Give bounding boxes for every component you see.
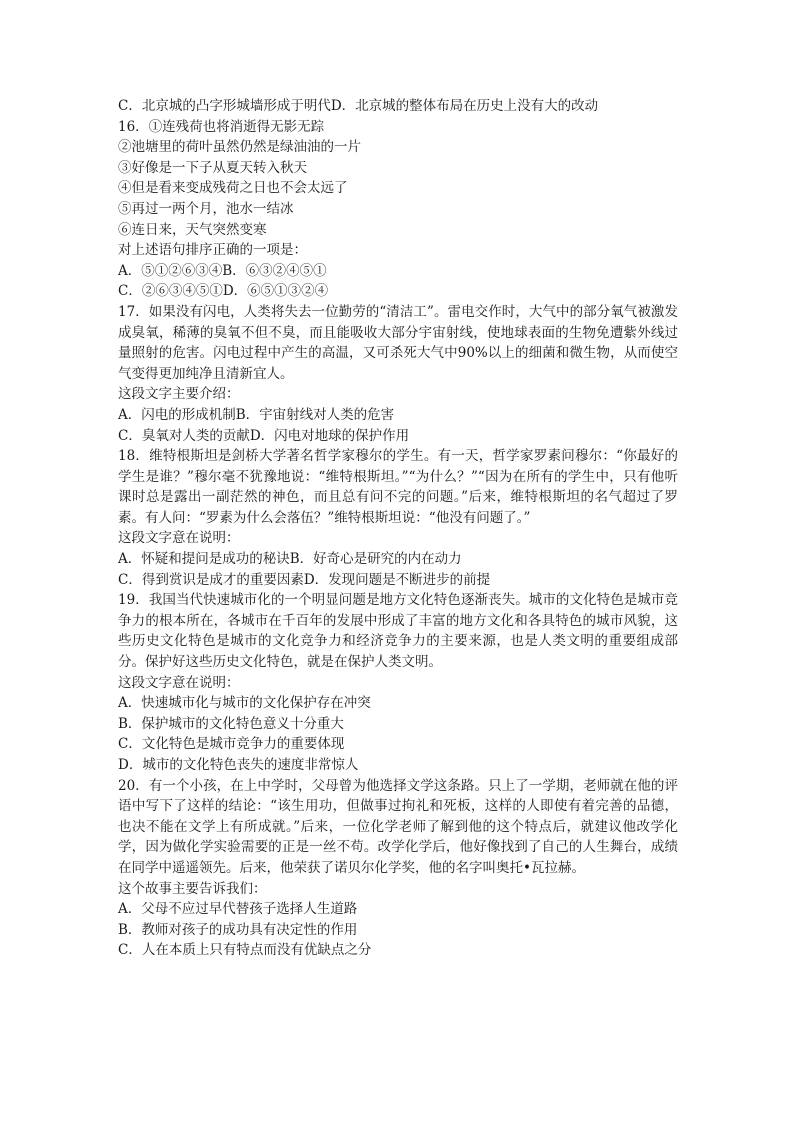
q19-passage: 19．我国当代快速城市化的一个明显问题是地方文化特色逐渐丧失。城市的文化特色是城市竞争力的根本所在，各城市在千百年的发展中形成了丰富的地方文化和各具特色的城市风貌，这些历史文化特色是城市的文化竞争力和经济竞争力的主要来源，也是人类文明的重要组成部分。保护好这些历史文化特色，就是在保护人类文明。 bbox=[118, 592, 678, 671]
q18-option-a-b: A．怀疑和提问是成功的秘诀B．好奇心是研究的内在动力 bbox=[118, 551, 462, 568]
q17-passage: 17．如果没有闪电，人类将失去一位勤劳的“清洁工”。雷电交作时，大气中的部分氧气被激发成臭氧，稀薄的臭氧不但不臭，而且能吸收大部分宇宙射线，使地球表面的生物免遭紫外线过量照射的危害。闪电过程中产生的高温，又可杀死大气中90%以上的细菌和微生物，从而使空气变得更加纯净且清新宜人。 bbox=[118, 303, 678, 382]
q16-option-c-d: C．②⑥③④⑤①D．⑥⑤①③②④ bbox=[118, 283, 329, 300]
q19-option-c: C．文化特色是城市竞争力的重要体现 bbox=[118, 736, 345, 753]
q20-passage: 20．有一个小孩，在上中学时，父母曾为他选择文学这条路。只上了一学期，老师就在他的评语中写下了这样的结论：“该生用功，但做事过拘礼和死板，这样的人即使有着完善的品德，也决不能在文学上有所成就。”后来，一位化学老师了解到他的这个特点后，就建议他改学化学，因为做化学实验需要的正是一丝不苟。改学化学后，他好像找到了自己的人生舞台，成绩在同学中遥遥领先。后来，他荣获了诺贝尔化学奖，他的名字叫奥托•瓦拉赫。 bbox=[118, 777, 678, 876]
q18-option-c-d: C．得到赏识是成才的重要因素D．发现问题是不断进步的前提 bbox=[118, 571, 491, 588]
q19-prompt: 这段文字意在说明： bbox=[118, 674, 240, 691]
q20-option-c: C．人在本质上只有特点而没有优缺点之分 bbox=[118, 942, 372, 959]
q19-option-a: A．快速城市化与城市的文化保护存在冲突 bbox=[118, 695, 371, 712]
q16-sentence-3: ③好像是一下子从夏天转入秋天 bbox=[118, 159, 307, 176]
q16-option-a-b: A．⑤①②⑥③④B．⑥③②④⑤① bbox=[118, 262, 327, 279]
q20-option-a: A．父母不应过早代替孩子选择人生道路 bbox=[118, 901, 358, 918]
q19-option-d: D．城市的文化特色丧失的速度非常惊人 bbox=[118, 757, 359, 773]
q19-option-b: B．保护城市的文化特色意义十分重大 bbox=[118, 715, 344, 732]
q17-option-c-d: C．臭氧对人类的贡献D．闪电对地球的保护作用 bbox=[118, 427, 410, 444]
q20-prompt: 这个故事主要告诉我们： bbox=[118, 880, 267, 897]
q16-prompt: 对上述语句排序正确的一项是： bbox=[118, 242, 307, 259]
q16-sentence-2: ②池塘里的荷叶虽然仍然是绿油油的一片 bbox=[118, 139, 361, 156]
q18-passage: 18．维特根斯坦是剑桥大学著名哲学家穆尔的学生。有一天，哲学家罗素问穆尔：“你最好的学生是谁？”穆尔毫不犹豫地说：“维特根斯坦。”“为什么？”“因为在所有的学生中，只有他听课时总是露出一副茫然的神色，而且总有问不完的问题。”后来，维特根斯坦的名气超过了罗素。有人问：“罗素为什么会落伍？”维特根斯坦说：“他没有问题了。” bbox=[118, 448, 678, 526]
q18-prompt: 这段文字意在说明： bbox=[118, 530, 240, 547]
q17-prompt: 这段文字主要介绍： bbox=[118, 386, 240, 403]
q16-sentence-1: 16．①连残荷也将消逝得无影无踪 bbox=[118, 118, 325, 135]
q16-sentence-6: ⑥连日来，天气突然变寒 bbox=[118, 221, 267, 238]
q16-sentence-5: ⑤再过一两个月，池水一结冰 bbox=[118, 200, 294, 217]
q20-option-b: B．教师对孩子的成功具有决定性的作用 bbox=[118, 921, 358, 938]
q16-sentence-4: ④但是看来变成残荷之日也不会太远了 bbox=[118, 180, 348, 197]
q17-option-a-b: A．闪电的形成机制B．宇宙射线对人类的危害 bbox=[118, 406, 395, 423]
question-content bbox=[118, 96, 678, 961]
q15-option-c-d: C．北京城的凸字形城墙形成于明代D．北京城的整体布局在历史上没有大的改动 bbox=[118, 98, 599, 114]
